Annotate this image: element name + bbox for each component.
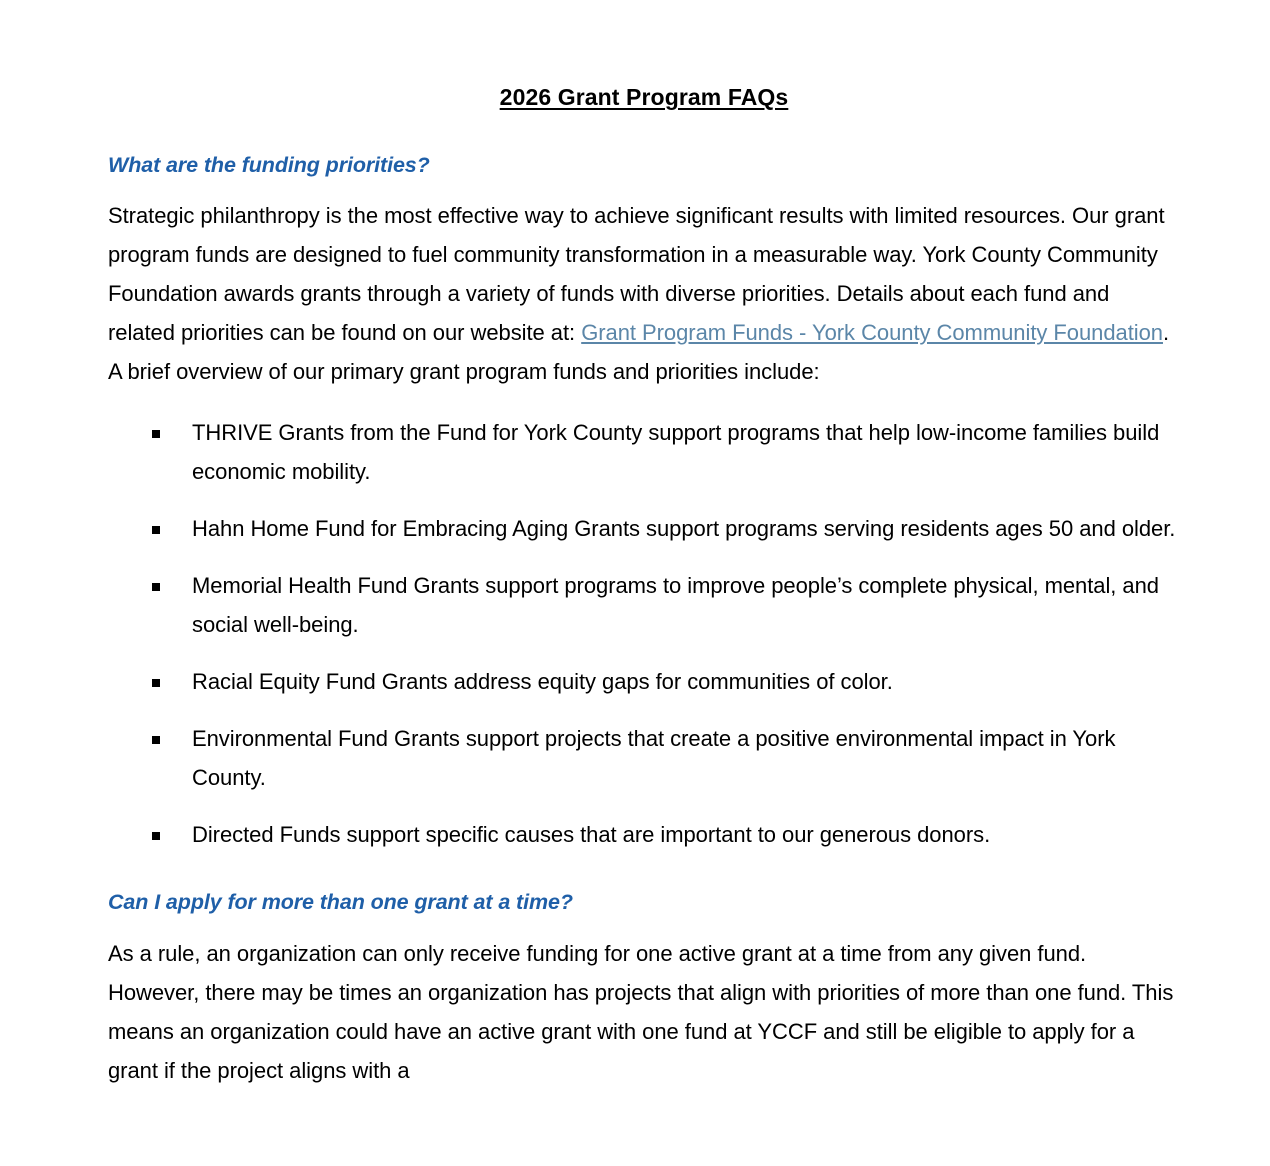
list-item-label: Environmental Fund Grants support projects that create a positive environmental impact in York County. (192, 726, 1116, 790)
list-item (108, 662, 1180, 701)
intro-paragraph (108, 178, 1180, 391)
intro-paragraph-text-after-link: . A brief overview of our primary grant program funds and priorities include: (108, 320, 1170, 384)
square-bullet-icon (152, 832, 160, 840)
list-item (108, 566, 1180, 644)
list-item (108, 509, 1180, 548)
list-item (108, 815, 1180, 854)
list-item-label: THRIVE Grants from the Fund for York County support programs that help low-income families build economic mobility. (192, 420, 1160, 484)
section-heading-multiple-grants: Can I apply for more than one grant at a time? (108, 890, 573, 914)
section-heading-funding-priorities: What are the funding priorities? (108, 153, 430, 177)
document-body (108, 0, 1180, 1090)
square-bullet-icon (152, 736, 160, 744)
list-item-label: Racial Equity Fund Grants address equity gaps for communities of color. (192, 669, 893, 694)
list-item-label: Hahn Home Fund for Embracing Aging Grants support programs serving residents ages 50 and older. (192, 516, 1176, 541)
funding-priorities-list (108, 391, 1180, 854)
list-item (108, 413, 1180, 491)
list-item (108, 719, 1180, 797)
square-bullet-icon (152, 430, 160, 438)
list-item-label: Directed Funds support specific causes that are important to our generous donors. (192, 822, 991, 847)
square-bullet-icon (152, 679, 160, 687)
square-bullet-icon (152, 526, 160, 534)
page-title: 2026 Grant Program FAQs (499, 84, 789, 110)
square-bullet-icon (152, 583, 160, 591)
grant-program-funds-link[interactable]: Grant Program Funds - York County Community Foundation (581, 320, 1163, 345)
multiple-grants-paragraph: As a rule, an organization can only receive funding for one active grant at a time from any given fund. However, there may be times an organization has projects that align with priorities of more than one fund. This means an organization could have an active grant with one fund at YCCF and still be eligible to apply for a grant if the project aligns with a (108, 941, 1174, 1083)
intro-paragraph-text-before-link: Strategic philanthropy is the most effective way to achieve significant results with limited resources. Our grant program funds are designed to fuel community transformation in a measurable way. York County Community Foundation awards grants through a variety of funds with diverse priorities. Details about each fund and related priorities can be found on our website at: (108, 203, 1165, 345)
list-item-label: Memorial Health Fund Grants support programs to improve people’s complete physical, mental, and social well-being. (192, 573, 1159, 637)
